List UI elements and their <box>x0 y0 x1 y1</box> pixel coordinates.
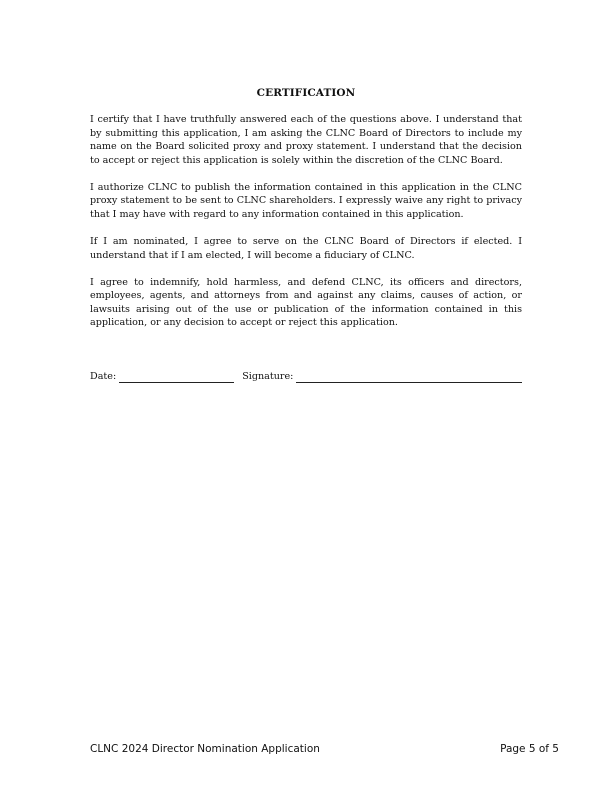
signature-field[interactable] <box>296 372 522 383</box>
signature-label: Signature: <box>242 371 294 382</box>
paragraph-indemnify: I agree to indemnify, hold harmless, and defend CLNC, its officers and directors, employees, agents, and attorneys from and against any claims, causes of action, or lawsuits arising out of the use or publication of the information contained in this application, or any decision to accept or reject this application. <box>90 276 522 329</box>
paragraph-nomination: If I am nominated, I agree to serve on the CLNC Board of Directors if elected. I understand that if I am elected, I will become a fiduciary of CLNC. <box>90 235 522 261</box>
page-title: CERTIFICATION <box>256 87 356 99</box>
page-footer <box>90 743 559 755</box>
signature-block <box>90 370 522 383</box>
paragraph-authorize: I authorize CLNC to publish the information contained in this application in the CLNC proxy statement to be sent to CLNC shareholders. I expressly waive any right to privacy that I may have with regard to any information contained in this application. <box>90 181 522 220</box>
date-label: Date: <box>90 371 117 382</box>
certification-body <box>90 113 522 343</box>
footer-page-number: Page 5 of 5 <box>500 743 559 755</box>
date-field[interactable] <box>119 372 234 383</box>
paragraph-certify: I certify that I have truthfully answered each of the questions above. I understand that by submitting this application, I am asking the CLNC Board of Directors to include my name on the Board solicited proxy and proxy statement. I understand that the decision to accept or reject this application is solely within the discretion of the CLNC Board. <box>90 114 522 166</box>
footer-document-title: CLNC 2024 Director Nomination Application <box>90 743 320 755</box>
